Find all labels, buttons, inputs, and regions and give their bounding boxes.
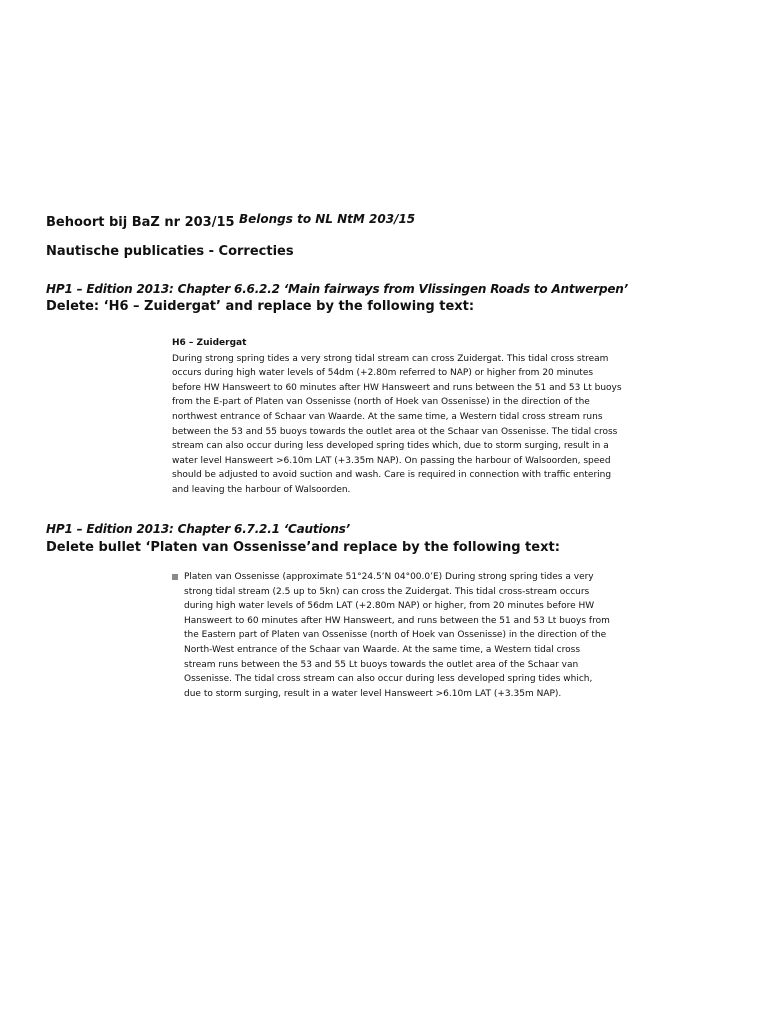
reference-english: Belongs to NL NtM 203/15: [239, 212, 416, 226]
section1-reference: HP1 – Edition 2013: Chapter 6.6.2.2 ‘Main fairways from Vlissingen Roads to Antwerpen’: [46, 282, 628, 296]
reference-header: [46, 211, 726, 231]
section2-reference: HP1 – Edition 2013: Chapter 6.7.2.1 ‘Cautions’: [46, 522, 351, 536]
section1-block-title: H6 – Zuidergat: [172, 338, 247, 348]
section2-instruction: Delete bullet ‘Platen van Ossenisse’and replace by the following text:: [46, 540, 560, 555]
section2-bullet: [172, 570, 612, 701]
bullet-square-icon: [172, 574, 178, 580]
reference-dutch: Behoort bij BaZ nr 203/15: [46, 215, 235, 230]
page-title: Nautische publicaties - Correcties: [46, 244, 294, 259]
section2-bullet-text: Platen van Ossenisse (approximate 51°24.5’N 04°00.0’E) During strong spring tides a very strong tidal stream (2.5 up to 5kn) can cross the Zuidergat. This tidal cross-stream occurs during high water levels of 56dm LAT (+2.80m NAP) or higher, from 20 minutes before HW Hansweert to 60 minutes after HW Hansweert, and runs between the 51 and 53 Lt buoys from the Eastern part of Platen van Ossenisse (north of Hoek van Ossenisse) in the direction of the North-West entrance of the Schaar van Waarde. At the same time, a Western tidal cross stream runs between the 53 and 55 Lt buoys towards the outlet area of the Schaar van Ossenisse. The tidal cross stream can also occur during less developed spring tides which, due to storm surging, result in a water level Hansweert >6.10m LAT (+3.35m NAP).: [184, 572, 610, 699]
section1-block-text: During strong spring tides a very strong tidal stream can cross Zuidergat. This tidal cross stream occurs during high water levels of 54dm (+2.80m referred to NAP) or higher from 20 minutes before HW Hansweert to 60 minutes after HW Hansweert and runs between the 51 and 53 Lt buoys from the E-part of Platen van Ossenisse (north of Hoek van Ossenisse) in the direction of the northwest entrance of Schaar van Waarde. At the same time, a Western tidal cross stream runs between the 53 and 55 buoys towards the outlet area ot the Schaar van Ossenisse. The tidal cross stream can also occur during less developed spring tides which, due to storm surging, result in a water level Hansweert >6.10m LAT (+3.35m NAP). On passing the harbour of Walsoorden, speed should be adjusted to avoid suction and wash. Care is required in connection with traffic entering and leaving the harbour of Walsoorden.: [172, 353, 622, 495]
section1-replacement-block: [172, 336, 622, 498]
section1-instruction: Delete: ‘H6 – Zuidergat’ and replace by the following text:: [46, 299, 475, 314]
